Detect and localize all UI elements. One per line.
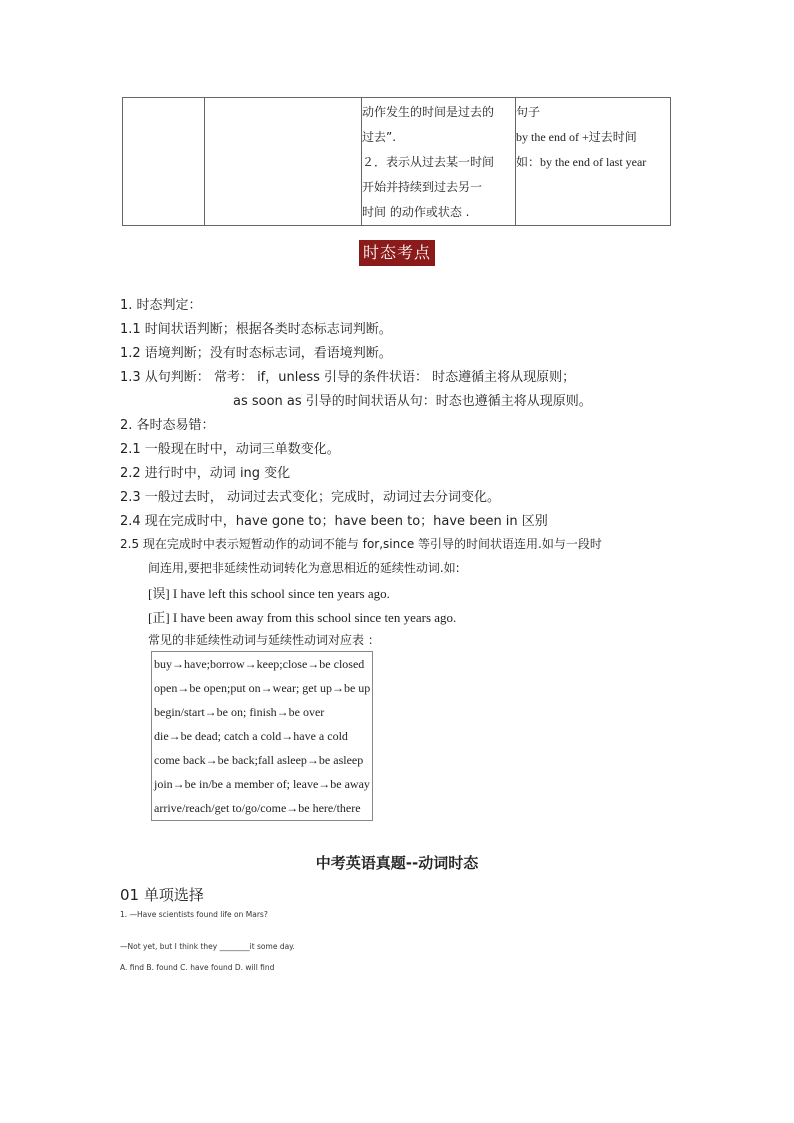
point-line: 2.1 一般现在时中，动词三单数变化。 — [120, 442, 340, 457]
point-line: 1.2 语境判断；没有时态标志词，看语境判断。 — [120, 346, 392, 361]
verb-pairs-table — [151, 651, 373, 821]
cell-line: 时间 的动作或状态 . — [362, 205, 470, 219]
example-wrong: [误] I have left this school since ten years ago. — [148, 586, 390, 601]
pair-row: come back→be back;fall asleep→be asleep — [154, 752, 364, 767]
pairs-caption: 常见的非延续性动词与延续性动词对应表 ： — [148, 633, 380, 647]
point-line: 2.2 进行时中，动词 ing 变化 — [120, 466, 291, 481]
point-line: as soon as 引导的时间状语从句：时态也遵循主将从现原则。 — [233, 394, 592, 409]
table-cell-signal-words — [516, 98, 671, 226]
section-title: 01 单项选择 — [120, 886, 204, 904]
cell-line: ２．表示从过去某一时间 — [362, 155, 495, 169]
options-line: A. find B. found C. have found D. will find — [120, 963, 275, 972]
pair-row: arrive/reach/get to/go/come→be here/there — [154, 800, 361, 815]
question-text: 1. —Have scientists found life on Mars? — [120, 910, 268, 919]
point-line: 1.3 从句判断： 常考： if，unless 引导的条件状语： 时态遵循主将从现原则； — [120, 370, 576, 385]
cell-line: 如：by the end of last year — [516, 155, 647, 169]
point-line: 2.4 现在完成时中，have gone to；have been to；have been in 区别 — [120, 514, 548, 529]
pair-row: open→be open;put on→wear; get up→be up — [154, 680, 371, 695]
section-banner: 时态考点 — [359, 240, 435, 266]
point-line: 间连用,要把非延续性动词转化为意思相近的延续性动词.如: — [148, 561, 460, 575]
cell-line: 动作发生的时间是过去的 — [362, 105, 495, 119]
point-line: 1.1 时间状语判断；根据各类时态标志词判断。 — [120, 322, 392, 337]
example-right: [正] I have been away from this school since ten years ago. — [148, 610, 457, 625]
answer-line: —Not yet, but I think they ________it some day. — [120, 942, 295, 951]
point-line: 2.3 一般过去时， 动词过去式变化；完成时，动词过去分词变化。 — [120, 490, 500, 505]
point-line: 2.5 现在完成时中表示短暂动作的动词不能与 for,since 等引导的时间状语连用.如与一段时 — [120, 537, 602, 551]
point-line: 1. 时态判定： — [120, 298, 202, 313]
table-cell-empty-2 — [205, 98, 362, 226]
pair-row: begin/start→be on; finish→be over — [154, 704, 325, 719]
pair-row: die→be dead; catch a cold→have a cold — [154, 728, 348, 743]
cell-line: 句子 — [516, 105, 541, 119]
cell-line: 开始并持续到过去另一 — [362, 180, 483, 194]
top-table — [122, 97, 671, 226]
pair-row: join→be in/be a member of; leave→be away — [154, 776, 370, 791]
cell-line: by the end of +过去时间 — [516, 130, 637, 144]
exam-heading: 中考英语真题--动词时态 — [315, 854, 479, 872]
cell-line: 过去”. — [362, 130, 397, 144]
pair-row: buy→have;borrow→keep;close→be closed — [154, 656, 365, 671]
point-line: 2. 各时态易错： — [120, 418, 215, 433]
table-cell-description — [362, 98, 516, 226]
table-cell-empty-1 — [123, 98, 205, 226]
